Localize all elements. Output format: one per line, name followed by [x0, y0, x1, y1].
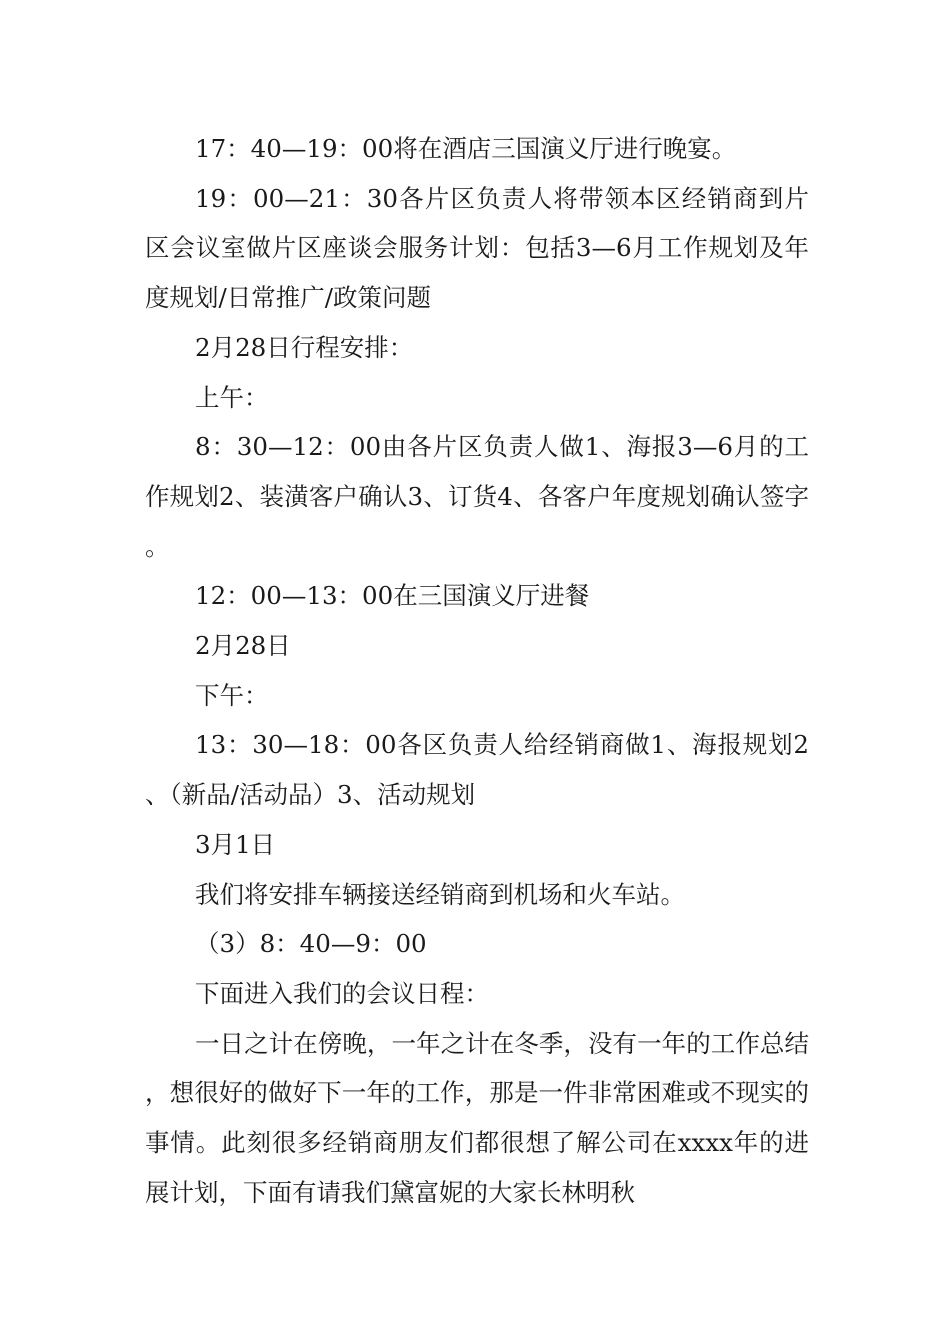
paragraph-agenda-intro: 下面进入我们的会议日程： [195, 978, 489, 1008]
paragraph-feb28-date: 2月28日 [195, 631, 291, 661]
paragraph-morning-label: 上午： [195, 382, 269, 412]
paragraph-morning-plan: 8：30—12：00由各片区负责人做1、海报3—6月的工作规划2、装潢客户确认3、订货4、各客户年度规划确认签字。 [145, 432, 809, 561]
paragraph-item-3-time: （3）8：40—9：00 [195, 929, 427, 959]
paragraph-afternoon-plan: 13：30—18：00各区负责人给经销商做1、海报规划2、（新品/活动品）3、活动规划 [145, 730, 809, 810]
paragraph-speech-intro: 一日之计在傍晚，一年之计在冬季，没有一年的工作总结，想很好的做好下一年的工作，那是一件非常困难或不现实的事情。此刻很多经销商朋友们都很想了解公司在xxxx年的进展计划，下面有请我们黛富妮的大家长林明秋 [145, 1028, 809, 1207]
document-body [145, 124, 809, 1217]
paragraph-regional-meeting: 19：00—21：30各片区负责人将带领本区经销商到片区会议室做片区座谈会服务计划：包括3—6月工作规划及年度规划/日常推广/政策问题 [145, 183, 809, 313]
paragraph-feb28-heading: 2月28日行程安排： [195, 332, 414, 362]
paragraph-lunch: 12：00—13：00在三国演义厅进餐 [195, 581, 590, 611]
paragraph-transport: 我们将安排车辆接送经销商到机场和火车站。 [195, 879, 685, 909]
paragraph-dinner-schedule: 17：40—19：00将在酒店三国演义厅进行晚宴。 [195, 134, 737, 163]
paragraph-mar1-date: 3月1日 [195, 829, 276, 859]
paragraph-afternoon-label: 下午： [195, 680, 269, 710]
